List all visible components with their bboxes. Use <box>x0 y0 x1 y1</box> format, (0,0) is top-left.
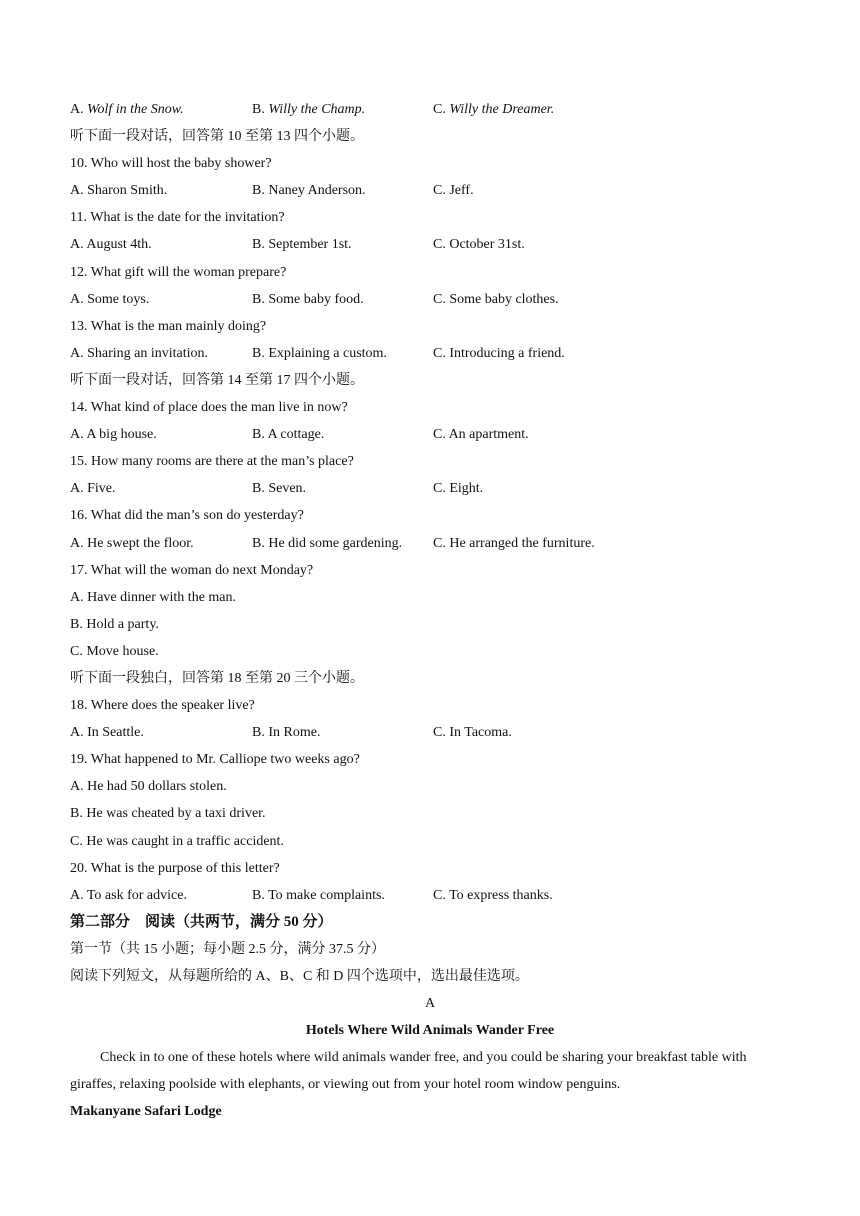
q9-option-c: C. Willy the Dreamer. <box>433 102 555 117</box>
q10-option-c: C. Jeff. <box>433 183 474 199</box>
q15-options <box>70 475 790 502</box>
dialog-instruction-10-13: 听下面一段对话，回答第 10 至第 13 四个小题。 <box>70 129 364 145</box>
question-17: 17. What will the woman do next Monday? <box>70 562 314 578</box>
q12-options <box>70 286 790 313</box>
question-16: 16. What did the man’s son do yesterday? <box>70 508 304 524</box>
passage-letter: A <box>424 996 436 1012</box>
q15-option-c: C. Eight. <box>433 481 484 497</box>
question-19: 19. What happened to Mr. Calliope two weeks ago? <box>70 752 360 768</box>
q17-option-a: A. Have dinner with the man. <box>70 589 237 605</box>
monologue-instruction-18-20: 听下面一段独白，回答第 18 至第 20 三个小题。 <box>70 670 364 686</box>
q14-option-b: B. A cottage. <box>252 427 325 443</box>
q9-option-a: A. Wolf in the Snow. <box>70 102 184 117</box>
q10-option-b: B. Naney Anderson. <box>252 183 366 199</box>
q10-option-a: A. Sharon Smith. <box>70 183 168 199</box>
q20-option-b: B. To make complaints. <box>252 887 385 903</box>
q20-option-c: C. To express thanks. <box>433 887 553 903</box>
q16-option-c: C. He arranged the furniture. <box>433 535 595 551</box>
q19-option-c: C. He was caught in a traffic accident. <box>70 833 284 849</box>
q14-option-a: A. A big house. <box>70 427 157 443</box>
q18-option-b: B. In Rome. <box>252 725 321 741</box>
question-10: 10. Who will host the baby shower? <box>70 156 272 172</box>
q11-options <box>70 231 790 258</box>
q17-option-b: B. Hold a party. <box>70 616 159 632</box>
q20-options <box>70 882 790 909</box>
exam-page <box>70 96 790 1126</box>
dialog-instruction-14-17: 听下面一段对话，回答第 14 至第 17 四个小题。 <box>70 372 364 388</box>
q12-option-b: B. Some baby food. <box>252 291 364 307</box>
q16-option-b: B. He did some gardening. <box>252 535 403 551</box>
q18-options <box>70 719 790 746</box>
q14-option-c: C. An apartment. <box>433 427 529 443</box>
q16-options <box>70 530 790 557</box>
q13-option-a: A. Sharing an invitation. <box>70 345 209 361</box>
q11-option-b: B. September 1st. <box>252 237 352 253</box>
q20-option-a: A. To ask for advice. <box>70 887 187 903</box>
section1-heading: 第一节（共 15 小题；每小题 2.5 分，满分 37.5 分） <box>70 941 385 957</box>
q11-option-a: A. August 4th. <box>70 237 152 253</box>
q16-option-a: A. He swept the floor. <box>70 535 194 551</box>
q11-option-c: C. October 31st. <box>433 237 525 253</box>
q15-option-a: A. Five. <box>70 481 116 497</box>
q14-options <box>70 421 790 448</box>
q12-option-c: C. Some baby clothes. <box>433 291 559 307</box>
reading-instructions: 阅读下列短文，从每题所给的 A、B、C 和 D 四个选项中，选出最佳选项。 <box>70 969 529 984</box>
question-18: 18. Where does the speaker live? <box>70 698 255 714</box>
q13-options <box>70 340 790 367</box>
q13-option-b: B. Explaining a custom. <box>252 345 387 361</box>
passage-title: Hotels Where Wild Animals Wander Free <box>305 1023 555 1039</box>
q10-options <box>70 177 790 204</box>
subheading-makanyane: Makanyane Safari Lodge <box>70 1104 222 1120</box>
q9-options <box>70 96 790 123</box>
question-11: 11. What is the date for the invitation? <box>70 210 285 226</box>
q12-option-a: A. Some toys. <box>70 291 150 307</box>
passage-intro-paragraph: Check in to one of these hotels where wild animals wander free, and you could be sharing your breakfast table with giraffes, relaxing poolside with elephants, or viewing out from your hotel room window penguins. <box>70 1050 747 1093</box>
q17-option-c: C. Move house. <box>70 643 159 659</box>
q19-option-a: A. He had 50 dollars stolen. <box>70 779 227 795</box>
question-12: 12. What gift will the woman prepare? <box>70 264 287 280</box>
question-14: 14. What kind of place does the man live in now? <box>70 400 348 416</box>
q18-option-c: C. In Tacoma. <box>433 725 512 741</box>
question-20: 20. What is the purpose of this letter? <box>70 860 280 876</box>
part2-heading: 第二部分 阅读（共两节，满分 50 分） <box>70 913 333 930</box>
q15-option-b: B. Seven. <box>252 481 307 497</box>
q19-option-b: B. He was cheated by a taxi driver. <box>70 806 266 822</box>
q18-option-a: A. In Seattle. <box>70 725 144 741</box>
q9-option-b: B. Willy the Champ. <box>252 102 366 117</box>
q13-option-c: C. Introducing a friend. <box>433 345 565 361</box>
question-13: 13. What is the man mainly doing? <box>70 318 267 334</box>
question-15: 15. How many rooms are there at the man’s place? <box>70 454 354 470</box>
